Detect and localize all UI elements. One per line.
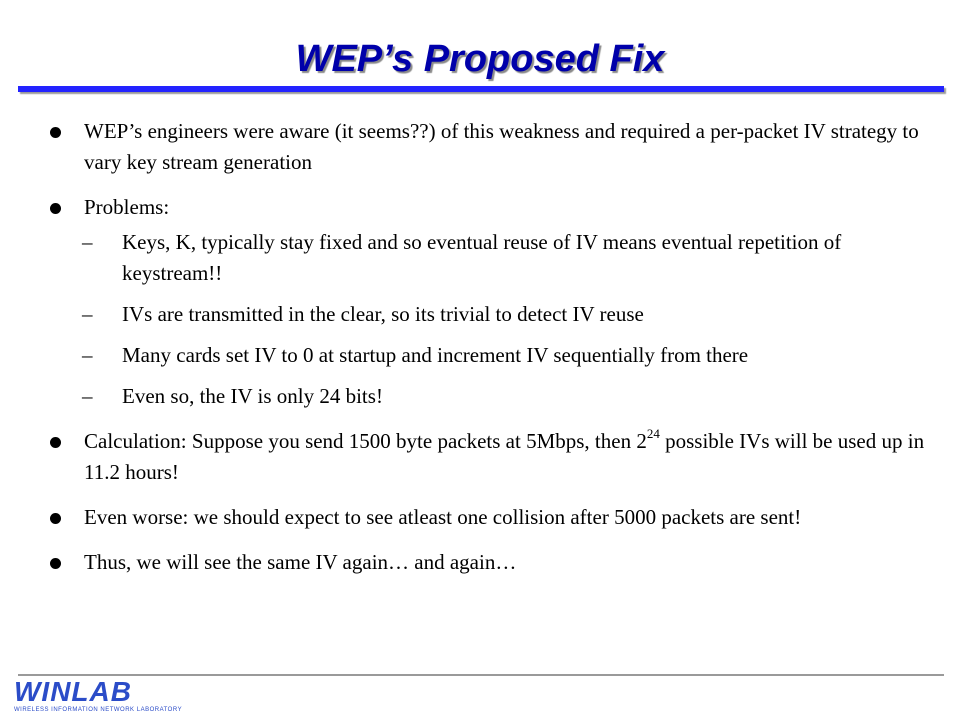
bullet-text: Problems: [84, 195, 170, 219]
bullet-dot [50, 437, 61, 448]
sub-bullet-dash: – [82, 230, 93, 254]
bullet-item [48, 426, 928, 488]
sub-bullet-item [82, 381, 928, 412]
logo-subtitle: WIRELESS INFORMATION NETWORK LABORATORY [14, 707, 183, 713]
sub-bullet-dash: – [82, 302, 93, 326]
winlab-logo [14, 678, 184, 718]
sub-bullet-list [48, 227, 928, 412]
bullet-dot [50, 513, 61, 524]
slide-title: WEP’s Proposed Fix [295, 38, 665, 80]
exponent: 24 [646, 426, 660, 441]
sub-bullet-text: Keys, K, typically stay fixed and so eventual reuse of IV means eventual repetition of keystream!! [122, 230, 842, 285]
bullet-text: Even worse: we should expect to see atleast one collision after 5000 packets are sent! [84, 505, 802, 529]
sub-bullet-item [82, 299, 928, 330]
sub-bullet-text: Even so, the IV is only 24 bits! [122, 384, 383, 408]
sub-bullet-item [82, 227, 928, 289]
bullet-text: WEP’s engineers were aware (it seems??) of this weakness and required a per-packet IV strategy to vary key stream generation [84, 119, 919, 174]
sub-bullet-dash: – [82, 384, 93, 408]
bullet-text-part: Calculation: Suppose you send 1500 byte packets at 5Mbps, then 2 [84, 429, 647, 453]
bullet-dot [50, 127, 61, 138]
sub-bullet-dash: – [82, 343, 93, 367]
bullet-item [48, 547, 928, 578]
bullet-dot [50, 558, 61, 569]
slide-body [48, 116, 928, 592]
bullet-item [48, 116, 928, 178]
bullet-item [48, 192, 928, 223]
sub-bullet-text: Many cards set IV to 0 at startup and increment IV sequentially from there [122, 343, 749, 367]
sub-bullet-text: IVs are transmitted in the clear, so its trivial to detect IV reuse [122, 302, 644, 326]
bullet-dot [50, 203, 61, 214]
bullet-item [48, 502, 928, 533]
logo-wordmark: WINLAB [14, 676, 132, 707]
bullet-text-part: possible IVs will be used up in 11.2 hours! [84, 429, 925, 484]
footer-divider [18, 674, 944, 676]
title-underline [18, 86, 944, 92]
bullet-text: Thus, we will see the same IV again… and again… [84, 550, 517, 574]
sub-bullet-item [82, 340, 928, 371]
